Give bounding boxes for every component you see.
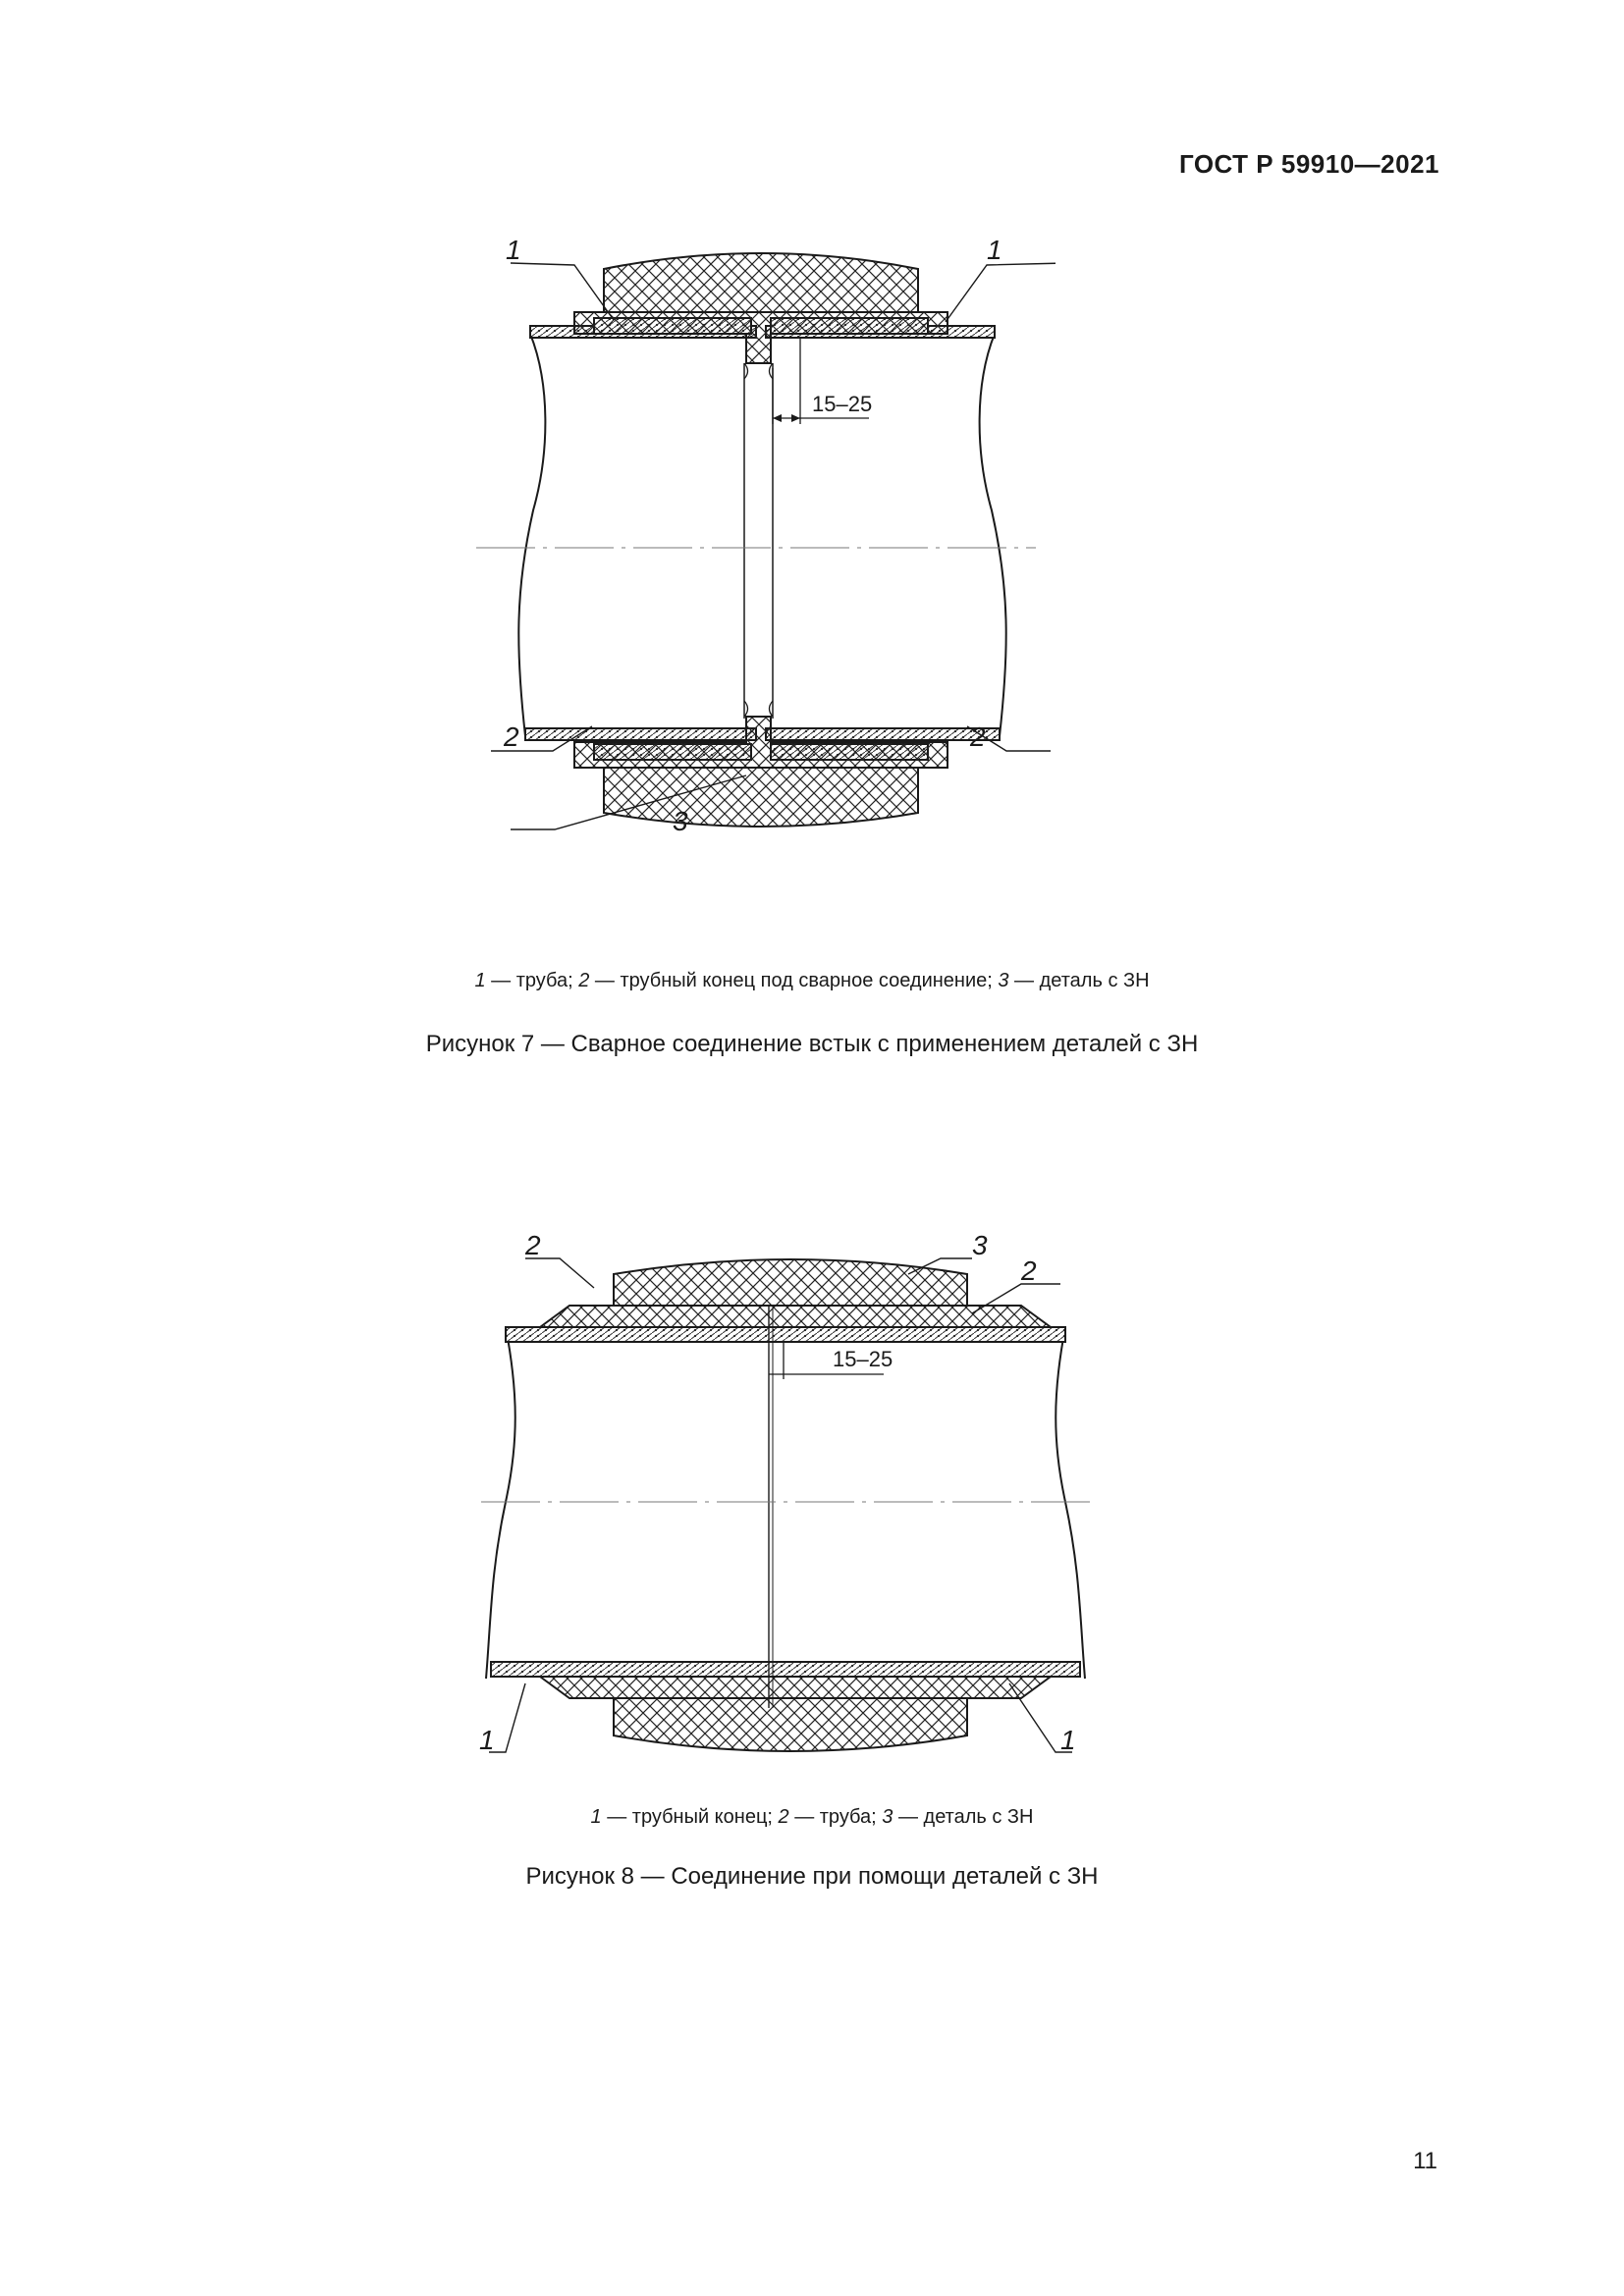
fig8-label-1-left: 1	[479, 1725, 495, 1755]
document-header: ГОСТ Р 59910—2021	[1178, 149, 1439, 179]
fig8-upper-coupler	[614, 1259, 967, 1306]
fig8-label-2-right: 2	[1021, 1255, 1037, 1286]
fig8-label-1-right: 1	[1060, 1725, 1076, 1755]
figure-7-caption: Рисунок 7 — Сварное соединение встык с применением деталей с ЗН	[425, 1031, 1199, 1057]
fig7-label-2-left: 2	[504, 721, 519, 752]
fig7-lower-right-pipe-wall	[766, 728, 1000, 740]
legend-number: 1	[590, 1806, 602, 1828]
fig8-lower-sleeve	[540, 1677, 1051, 1698]
figure-7-legend	[0, 970, 1624, 992]
page-number: 11	[1413, 2148, 1437, 2174]
legend-number: 2	[578, 970, 590, 991]
legend-number: 1	[474, 970, 486, 991]
figure-8-caption: Рисунок 8 — Соединение при помощи деталей с ЗН	[525, 1863, 1099, 1890]
fig7-lower-coupler	[604, 768, 918, 827]
fig8-lower-pipe-wall	[491, 1662, 1080, 1677]
fig7-label-1-right: 1	[987, 235, 1002, 265]
legend-number: 2	[778, 1806, 789, 1828]
figure-7-drawing	[457, 216, 1056, 942]
fig8-label-2-left: 2	[525, 1230, 541, 1260]
fig8-dimension: 15–25	[833, 1347, 893, 1371]
fig8-lower-coupler	[614, 1698, 967, 1751]
legend-number: 3	[882, 1806, 893, 1828]
fig8-upper-sleeve	[540, 1306, 1051, 1327]
fig8-label-3: 3	[972, 1230, 988, 1260]
legend-text: — трубный конец;	[601, 1806, 779, 1828]
legend-text: — деталь с ЗН	[1008, 970, 1150, 991]
fig7-label-1-left: 1	[506, 235, 521, 265]
figure-8-legend	[0, 1806, 1624, 1829]
legend-text: — трубный конец под сварное соединение;	[589, 970, 999, 991]
legend-text: — труба;	[788, 1806, 883, 1828]
fig7-upper-coupler	[604, 253, 918, 312]
fig7-lower-left-pipe-wall	[525, 728, 756, 740]
fig8-upper-pipe-wall	[506, 1327, 1065, 1342]
fig7-label-2-right: 2	[970, 721, 986, 752]
figure-8-drawing	[471, 1198, 1100, 1787]
fig7-label-3: 3	[673, 806, 688, 836]
legend-text: — труба;	[485, 970, 579, 991]
fig7-dimension: 15–25	[812, 392, 873, 416]
legend-text: — деталь с ЗН	[893, 1806, 1034, 1828]
fig7-lower-coupler-body	[574, 717, 947, 768]
legend-number: 3	[998, 970, 1009, 991]
